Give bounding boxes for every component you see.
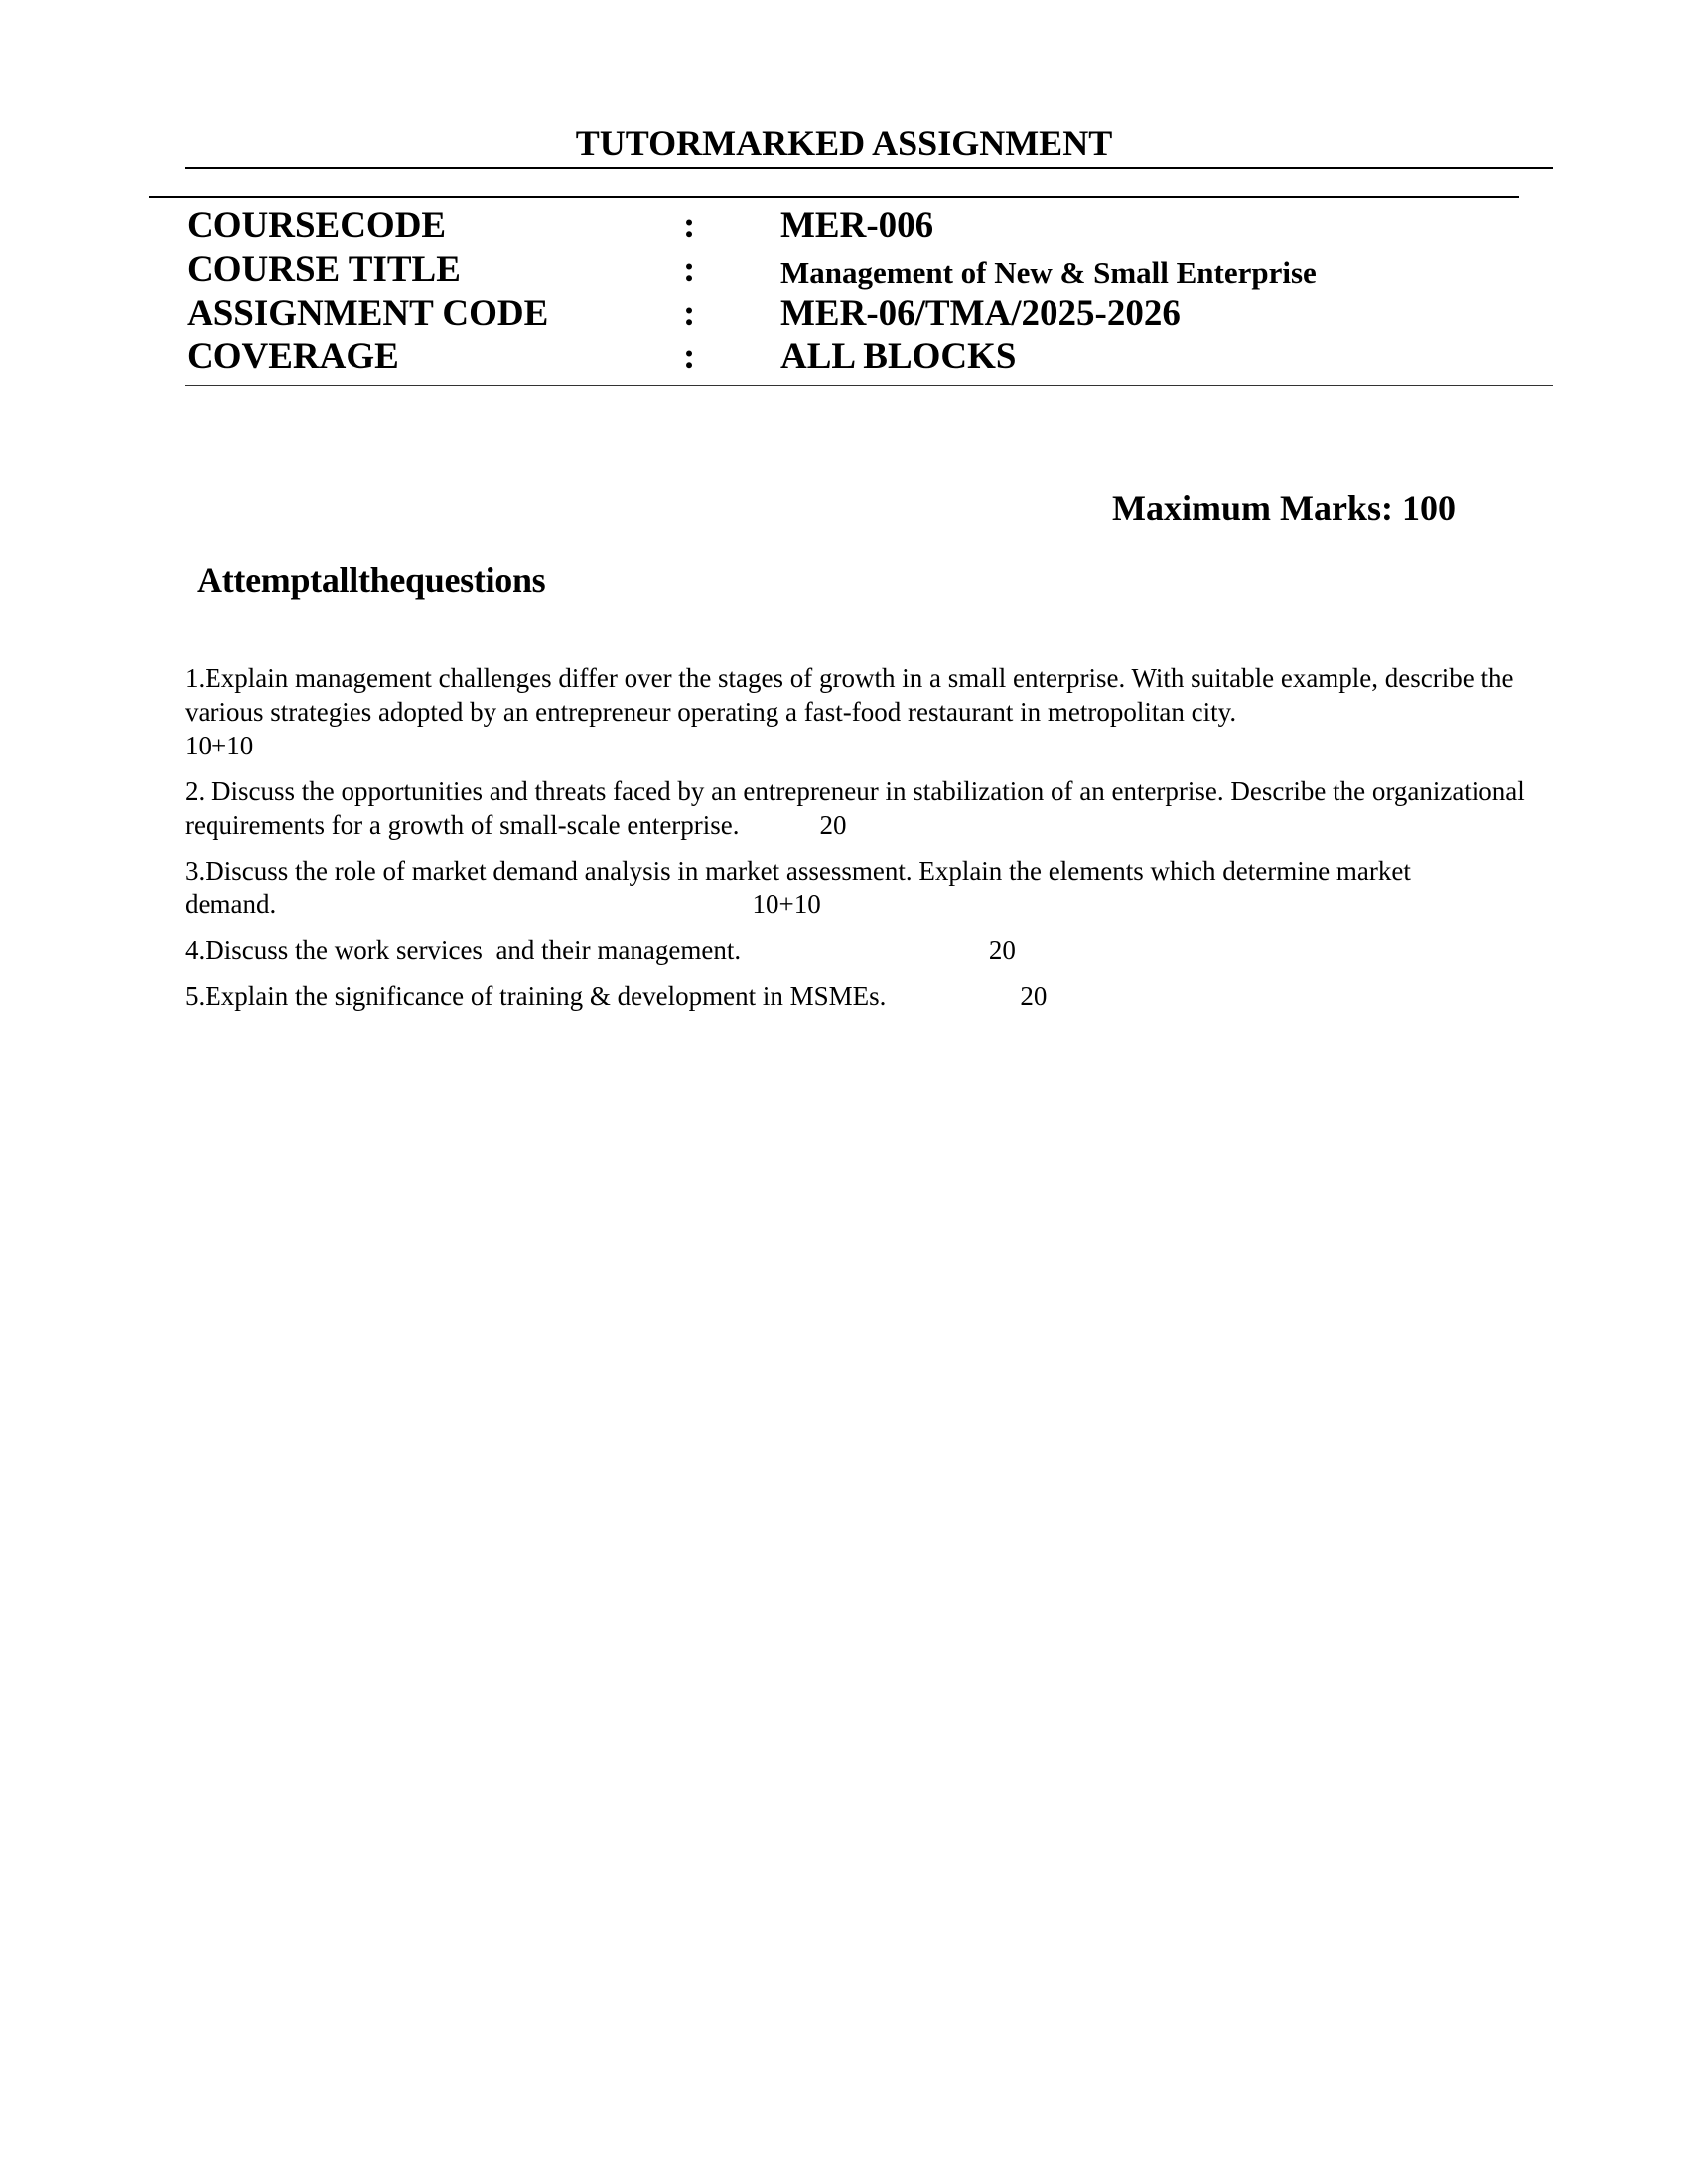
coverage-separator: :: [683, 337, 696, 377]
instruction-heading: Attemptallthequestions: [197, 560, 546, 600]
question-1: [185, 661, 1575, 762]
course-title-label: COURSE TITLE: [187, 249, 461, 290]
question-3-marks: 10+10: [752, 889, 821, 919]
header-row-course-title: [187, 248, 1557, 292]
assignment-code-value: MER-06/TMA/2025-2026: [780, 293, 1181, 334]
coverage-value: ALL BLOCKS: [780, 337, 1017, 377]
question-4-marks: 20: [988, 935, 1016, 965]
header-top-rule: [149, 196, 1519, 198]
assignment-code-separator: :: [683, 293, 696, 334]
question-5-marks: 20: [1020, 981, 1048, 1011]
question-1-marks: 10+10: [185, 731, 254, 760]
maximum-marks: Maximum Marks: 100: [1112, 488, 1456, 528]
course-title-separator: :: [683, 249, 696, 290]
question-4-text: 4.Discuss the work services and their management.: [185, 935, 742, 965]
course-code-label: COURSECODE: [187, 205, 447, 246]
question-5: [185, 979, 1575, 1013]
course-code-separator: :: [683, 205, 696, 246]
document-title: TUTORMARKED ASSIGNMENT: [575, 123, 1113, 163]
header-row-course-code: [187, 205, 1557, 248]
course-code-value: MER-006: [780, 205, 934, 246]
header-row-assignment-code: [187, 292, 1557, 336]
question-2-marks: 20: [819, 810, 847, 840]
question-4: [185, 933, 1575, 967]
header-bottom-rule: [185, 385, 1553, 386]
question-2: [185, 774, 1575, 842]
question-list: [185, 661, 1575, 1024]
question-2-text: 2. Discuss the opportunities and threats faced by an entrepreneur in stabilization of an enterprise. Describe the organizational requirements for a growth of small-scale enterprise.: [185, 776, 1532, 840]
course-title-value: Management of New & Small Enterprise: [780, 255, 1317, 290]
coverage-label: COVERAGE: [187, 337, 399, 377]
question-1-text: 1.Explain management challenges differ over the stages of growth in a small enterprise. With suitable example, describe the various strategies adopted by an entrepreneur operating a fast-food restaurant in metropolitan city.: [185, 663, 1521, 727]
header-row-coverage: [187, 336, 1557, 379]
question-3-text: 3.Discuss the role of market demand analysis in market assessment. Explain the elements which determine market demand.: [185, 856, 1418, 919]
title-underline: [185, 167, 1553, 169]
assignment-code-label: ASSIGNMENT CODE: [187, 293, 549, 334]
question-3: [185, 854, 1575, 921]
question-5-text: 5.Explain the significance of training & development in MSMEs.: [185, 981, 887, 1011]
